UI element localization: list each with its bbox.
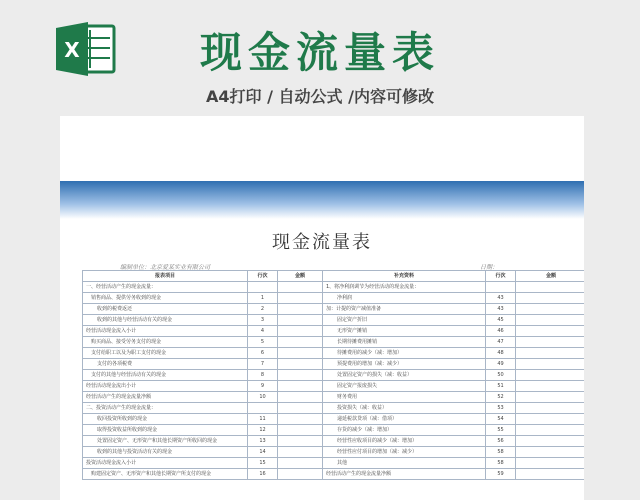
row-line[interactable]: 9: [248, 381, 278, 392]
row-amount[interactable]: [278, 436, 323, 447]
row-item[interactable]: 收到的税费返还: [83, 304, 248, 315]
row-line[interactable]: 12: [248, 425, 278, 436]
table-row: [83, 304, 585, 315]
row-amount-2[interactable]: [516, 370, 585, 381]
row-supplement[interactable]: 长期待摊费用摊销: [323, 337, 486, 348]
row-amount-2[interactable]: [516, 392, 585, 403]
table-row: [83, 326, 585, 337]
row-amount-2[interactable]: [516, 326, 585, 337]
row-supplement[interactable]: 预提费用的增加（减：减少）: [323, 359, 486, 370]
row-line-2[interactable]: 50: [486, 370, 516, 381]
table-row: [83, 436, 585, 447]
row-line-2[interactable]: 58: [486, 447, 516, 458]
row-item[interactable]: 购买商品、接受劳务支付的现金: [83, 337, 248, 348]
row-supplement[interactable]: 1、将净利润调节为经营活动的现金流量：: [323, 282, 486, 293]
row-line[interactable]: [248, 403, 278, 414]
table-row: [83, 370, 585, 381]
row-amount-2[interactable]: [516, 315, 585, 326]
row-line-2[interactable]: 52: [486, 392, 516, 403]
row-line-2[interactable]: 55: [486, 425, 516, 436]
row-item[interactable]: 经营活动产生的现金流量净额: [83, 392, 248, 403]
row-amount-2[interactable]: [516, 469, 585, 480]
row-amount-2[interactable]: [516, 381, 585, 392]
table-row: [83, 392, 585, 403]
page-title: 现金流量表: [199, 28, 440, 77]
header-amount: 金额: [278, 271, 323, 282]
table-row: [83, 381, 585, 392]
row-amount-2[interactable]: [516, 348, 585, 359]
table-row: [83, 458, 585, 469]
row-supplement[interactable]: 固定资产折旧: [323, 315, 486, 326]
row-line[interactable]: 15: [248, 458, 278, 469]
row-item[interactable]: 收回投资所收到的现金: [83, 414, 248, 425]
row-line-2[interactable]: 46: [486, 326, 516, 337]
row-item[interactable]: 收到的其他与经营活动有关的现金: [83, 315, 248, 326]
row-amount[interactable]: [278, 447, 323, 458]
row-line-2[interactable]: 54: [486, 414, 516, 425]
row-line[interactable]: 3: [248, 315, 278, 326]
table-row: [83, 414, 585, 425]
row-amount-2[interactable]: [516, 425, 585, 436]
row-amount-2[interactable]: [516, 293, 585, 304]
row-item[interactable]: 处置固定资产、无形资产和其他长期资产所收回的现金: [83, 436, 248, 447]
row-supplement[interactable]: 经营性应收项目的减少（减：增加）: [323, 436, 486, 447]
header-band: [60, 181, 584, 219]
row-item[interactable]: 取得投资收益所收到的现金: [83, 425, 248, 436]
table-header-row: [83, 271, 585, 282]
cashflow-table: [82, 270, 584, 480]
row-amount[interactable]: [278, 359, 323, 370]
document-title: 现金流量表: [272, 232, 372, 253]
header-supplement: 补充资料: [323, 271, 486, 282]
row-item[interactable]: 支付的各项税费: [83, 359, 248, 370]
row-line[interactable]: [248, 282, 278, 293]
row-line-2[interactable]: 43: [486, 304, 516, 315]
table-row: [83, 293, 585, 304]
row-supplement[interactable]: 经营活动产生的现金流量净额: [323, 469, 486, 480]
table-row: [83, 315, 585, 326]
table-row: [83, 425, 585, 436]
row-amount[interactable]: [278, 414, 323, 425]
row-amount[interactable]: [278, 304, 323, 315]
table-row: [83, 348, 585, 359]
row-item[interactable]: 投资活动现金流入小计: [83, 458, 248, 469]
header-amount-2: 金额: [516, 271, 585, 282]
row-line-2[interactable]: 47: [486, 337, 516, 348]
row-amount[interactable]: [278, 348, 323, 359]
row-line-2[interactable]: 49: [486, 359, 516, 370]
row-item[interactable]: 二、投资活动产生的现金流量：: [83, 403, 248, 414]
row-supplement[interactable]: 处置固定资产的损失（减：收益）: [323, 370, 486, 381]
row-amount[interactable]: [278, 293, 323, 304]
row-amount[interactable]: [278, 337, 323, 348]
spreadsheet-preview: [60, 116, 584, 500]
row-line[interactable]: 13: [248, 436, 278, 447]
row-item[interactable]: 支付给职工以及为职工支付的现金: [83, 348, 248, 359]
table-row: [83, 282, 585, 293]
row-line[interactable]: 4: [248, 326, 278, 337]
row-amount[interactable]: [278, 469, 323, 480]
row-item[interactable]: 销售商品、提供劳务收到的现金: [83, 293, 248, 304]
row-line[interactable]: 11: [248, 414, 278, 425]
row-line-2[interactable]: [486, 282, 516, 293]
page-subtitle: A4打印 / 自动公式 /内容可修改: [206, 87, 434, 106]
row-amount[interactable]: [278, 326, 323, 337]
header-line: 行次: [248, 271, 278, 282]
row-item[interactable]: 经营活动现金流出小计: [83, 381, 248, 392]
row-supplement[interactable]: 固定资产报废损失: [323, 381, 486, 392]
row-supplement[interactable]: 财务费用: [323, 392, 486, 403]
row-amount-2[interactable]: [516, 447, 585, 458]
row-amount[interactable]: [278, 381, 323, 392]
row-line[interactable]: 7: [248, 359, 278, 370]
row-item[interactable]: 经营活动现金流入小计: [83, 326, 248, 337]
row-supplement[interactable]: 净利润: [323, 293, 486, 304]
row-supplement[interactable]: 待摊费用的减少（减：增加）: [323, 348, 486, 359]
row-line[interactable]: 1: [248, 293, 278, 304]
row-line-2[interactable]: 53: [486, 403, 516, 414]
table-row: [83, 403, 585, 414]
row-line-2[interactable]: 58: [486, 458, 516, 469]
company-label: 编制单位：北京爱某实业有限公司: [120, 264, 211, 271]
row-amount-2[interactable]: [516, 304, 585, 315]
row-supplement[interactable]: 其他: [323, 458, 486, 469]
row-amount-2[interactable]: [516, 458, 585, 469]
row-amount[interactable]: [278, 315, 323, 326]
row-supplement[interactable]: 递延税款贷项（减：借项）: [323, 414, 486, 425]
date-label: 日期：: [480, 264, 499, 271]
row-amount[interactable]: [278, 425, 323, 436]
table-row: [83, 337, 585, 348]
row-line-2[interactable]: 51: [486, 381, 516, 392]
row-line-2[interactable]: 56: [486, 436, 516, 447]
row-supplement[interactable]: 投资损失（减：收益）: [323, 403, 486, 414]
row-line[interactable]: 16: [248, 469, 278, 480]
row-amount[interactable]: [278, 392, 323, 403]
row-item[interactable]: 一、经营活动产生的现金流量：: [83, 282, 248, 293]
row-item[interactable]: 购建固定资产、无形资产和其他长期资产所支付的现金: [83, 469, 248, 480]
row-line[interactable]: 8: [248, 370, 278, 381]
row-item[interactable]: 支付的其他与经营活动有关的现金: [83, 370, 248, 381]
row-line[interactable]: 6: [248, 348, 278, 359]
header-line-2: 行次: [486, 271, 516, 282]
row-supplement[interactable]: 经营性应付项目的增加（减：减少）: [323, 447, 486, 458]
row-line-2[interactable]: 45: [486, 315, 516, 326]
row-supplement[interactable]: 无形资产摊销: [323, 326, 486, 337]
header-item: 报表项目: [83, 271, 248, 282]
row-supplement[interactable]: 加：计提的资产减值准备: [323, 304, 486, 315]
row-line-2[interactable]: 59: [486, 469, 516, 480]
row-amount[interactable]: [278, 282, 323, 293]
row-amount[interactable]: [278, 403, 323, 414]
row-amount-2[interactable]: [516, 337, 585, 348]
row-line[interactable]: 14: [248, 447, 278, 458]
table-row: [83, 447, 585, 458]
row-amount-2[interactable]: [516, 282, 585, 293]
row-item[interactable]: 收到的其他与投资活动有关的现金: [83, 447, 248, 458]
row-amount-2[interactable]: [516, 414, 585, 425]
table-row: [83, 469, 585, 480]
row-line[interactable]: 5: [248, 337, 278, 348]
row-amount[interactable]: [278, 458, 323, 469]
logo-letter: X: [64, 38, 80, 62]
row-amount-2[interactable]: [516, 359, 585, 370]
row-supplement[interactable]: 存货的减少（减：增加）: [323, 425, 486, 436]
row-amount-2[interactable]: [516, 436, 585, 447]
row-line-2[interactable]: 48: [486, 348, 516, 359]
row-amount-2[interactable]: [516, 403, 585, 414]
row-line[interactable]: 2: [248, 304, 278, 315]
row-line[interactable]: 10: [248, 392, 278, 403]
row-amount[interactable]: [278, 370, 323, 381]
table-row: [83, 359, 585, 370]
row-line-2[interactable]: 43: [486, 293, 516, 304]
